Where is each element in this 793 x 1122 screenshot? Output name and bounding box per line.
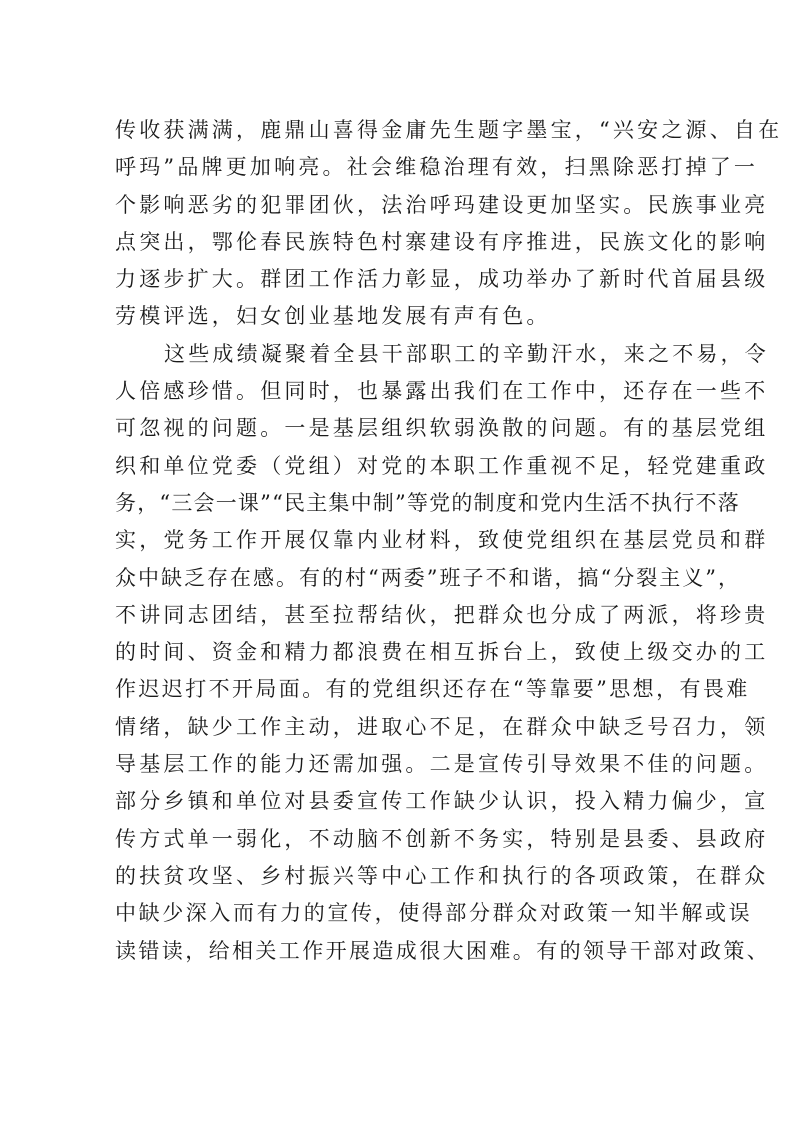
text-line: 呼玛”品牌更加响亮。社会维稳治理有效，扫黑除恶打掉了一 <box>115 155 759 180</box>
text-line: 务，“三会一课”“民主集中制”等党的制度和党内生活不执行不落 <box>115 490 740 515</box>
text-line: 不讲同志团结，甚至拉帮结伙，把群众也分成了两派，将珍贵 <box>115 602 769 627</box>
text-line: 读错读，给相关工作开展造成很大困难。有的领导干部对政策、 <box>115 938 771 963</box>
text-line: 可忽视的问题。一是基层组织软弱涣散的问题。有的基层党组 <box>115 416 769 441</box>
text-line: 情绪，缺少工作主动，进取心不足，在群众中缺乏号召力，领 <box>115 714 769 739</box>
text-line: 众中缺乏存在感。有的村“两委”班子不和谐，搞“分裂主义”， <box>115 565 741 590</box>
text-line: 传收获满满，鹿鼎山喜得金庸先生题字墨宝，“兴安之源、自在 <box>115 118 783 142</box>
text-line: 传方式单一弱化，不动脑不创新不务实，特别是县委、县政府 <box>115 826 769 851</box>
text-line: 人倍感珍惜。但同时，也暴露出我们在工作中，还存在一些不 <box>115 379 769 404</box>
paragraph-problems <box>115 336 771 970</box>
text-line: 点突出，鄂伦春民族特色村寨建设有序推进，民族文化的影响 <box>115 229 769 254</box>
text-line: 作迟迟打不开局面。有的党组织还存在“等靠要”思想，有畏难 <box>115 677 750 702</box>
text-line: 个影响恶劣的犯罪团伙，法治呼玛建设更加坚实。民族事业亮 <box>115 192 769 217</box>
text-line: 织和单位党委（党组）对党的本职工作重视不足，轻党建重政 <box>115 453 769 478</box>
text-line: 的扶贫攻坚、乡村振兴等中心工作和执行的各项政策，在群众 <box>115 863 769 888</box>
text-line: 中缺少深入而有力的宣传，使得部分群众对政策一知半解或误 <box>115 901 753 926</box>
text-line: 的时间、资金和精力都浪费在相互拆台上，致使上级交办的工 <box>115 640 769 665</box>
document-page <box>115 112 783 970</box>
text-line: 劳模评选，妇女创业基地发展有声有色。 <box>115 304 551 329</box>
text-line: 部分乡镇和单位对县委宣传工作缺少认识，投入精力偏少，宣 <box>115 789 769 814</box>
text-line: 这些成绩凝聚着全县干部职工的辛勤汗水，来之不易，令 <box>164 341 769 366</box>
text-line: 导基层工作的能力还需加强。二是宣传引导效果不佳的问题。 <box>115 752 769 777</box>
paragraph-achievements <box>115 112 783 336</box>
text-line: 力逐步扩大。群团工作活力彰显，成功举办了新时代首届县级 <box>115 267 769 292</box>
text-line: 实，党务工作开展仅靠内业材料，致使党组织在基层党员和群 <box>115 528 769 553</box>
